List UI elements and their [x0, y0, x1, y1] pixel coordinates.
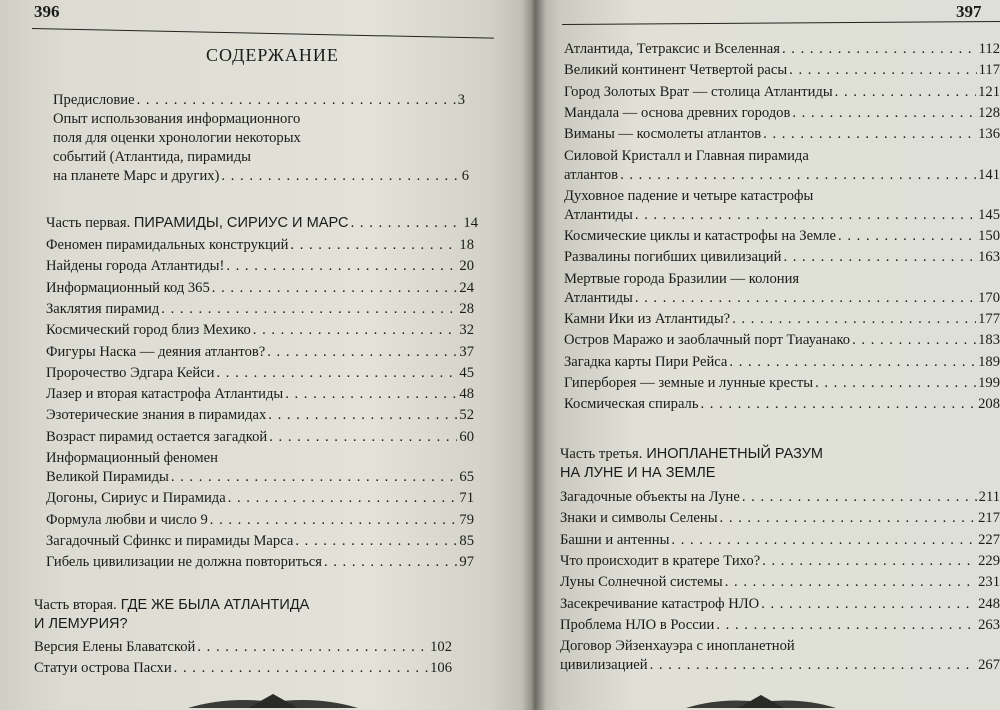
toc-entry: [564, 125, 1000, 144]
toc-entry-title: Великий континент Четвертой расы: [564, 62, 788, 79]
toc-page-number: 199: [978, 374, 1000, 391]
toc-entry: [564, 104, 1000, 123]
dot-leader: [226, 257, 457, 276]
toc-entry: [564, 374, 1000, 393]
dot-leader: [650, 656, 977, 675]
dot-leader: [720, 509, 977, 528]
dot-leader: [725, 573, 976, 592]
toc-entry: [564, 395, 1000, 414]
toc-page-number: 79: [459, 511, 474, 528]
toc-entry: [46, 257, 474, 276]
toc-entry-title: цивилизацией: [560, 657, 648, 674]
toc-page-number: 48: [459, 386, 474, 403]
part-one-heading: Часть первая. ПИРАМИДЫ, СИРИУС И МАРС . . . 14: [46, 214, 478, 233]
toc-entry-title: Формула любви и число 9: [46, 511, 208, 528]
toc-entry: [46, 279, 474, 298]
toc-page-number: 217: [978, 510, 1000, 527]
toc-page-number: 45: [459, 364, 474, 381]
dot-leader: [285, 385, 457, 404]
toc-page-number: 18: [459, 237, 474, 253]
dot-leader: [761, 595, 976, 614]
dot-leader: [171, 468, 458, 487]
toc-page-number: 28: [459, 300, 474, 317]
toc-entry-title: Загадка карты Пири Рейса: [564, 353, 728, 370]
toc-entry: [564, 331, 1000, 350]
toc-entry-title: Информационный код 365: [46, 279, 210, 296]
toc-entry: [560, 616, 1000, 635]
toc-entry: [46, 236, 474, 255]
toc-entry: [46, 532, 474, 551]
toc-page-number: 52: [459, 407, 474, 424]
right-page: [532, 0, 1000, 710]
toc-entry-title: Атлантида, Тетраксис и Вселенная: [564, 41, 780, 57]
toc-page-number: 211: [978, 489, 1000, 505]
toc-entry-title: Камни Ики из Атлантиды?: [564, 311, 731, 327]
toc-page-number: 231: [978, 574, 1000, 591]
toc-entry: [46, 321, 474, 340]
toc-entry: Опыт использования информационного поля для оценки хронологии некоторых событий (Атлантида, пирамиды на планете Марс и других) . . . 6: [53, 110, 469, 186]
toc-entry: [46, 511, 474, 530]
toc-page-number: 65: [459, 469, 474, 485]
toc-entry-title: Загадочный Сфинкс и пирамиды Марса: [46, 532, 294, 549]
dot-leader: [782, 40, 977, 59]
toc-page-number: 37: [459, 343, 474, 360]
dot-leader: [290, 236, 457, 255]
toc-page-number: 128: [978, 104, 1000, 121]
toc-page-number: 85: [459, 532, 474, 549]
toc-entry-title: Проблема НЛО в России: [560, 616, 715, 633]
toc-page-number: 102: [430, 639, 452, 655]
dot-leader: [732, 310, 976, 329]
dot-leader: [635, 289, 976, 308]
dot-leader: [789, 61, 976, 80]
toc-entry: [560, 595, 1000, 614]
dot-leader: [210, 511, 458, 530]
toc-entry-title: атлантов: [564, 166, 619, 183]
toc-entry: [560, 531, 1000, 550]
toc-entry-title: Знаки и символы Селены: [560, 510, 718, 527]
dot-leader: [852, 331, 976, 350]
contents-title: СОДЕРЖАНИЕ: [206, 45, 339, 65]
toc-page-number: 150: [978, 228, 1000, 245]
toc-entry-title: Пророчество Эдгара Кейси: [46, 364, 215, 381]
toc-entry: [46, 343, 474, 362]
toc-entry-title: Развалины погибших цивилизаций: [564, 249, 782, 266]
toc-entry-title: Что происходит в кратере Тихо?: [560, 552, 761, 569]
toc-page-number: 189: [978, 353, 1000, 370]
toc-entry: [46, 385, 474, 404]
toc-page-number: 97: [459, 554, 474, 571]
toc-entry: [560, 509, 1000, 528]
dot-leader: [835, 83, 976, 102]
toc-entry: Предисловие . . . 3: [53, 91, 465, 110]
toc-entry-title: Остров Маражо и заоблачный порт Тиауанако: [564, 332, 851, 349]
toc-entry: [564, 248, 1000, 267]
dot-leader: [635, 206, 976, 225]
toc-entry-title: Атлантиды: [564, 289, 633, 306]
toc-entry-title: Фигуры Наска — деяния атлантов?: [46, 343, 266, 360]
toc-entry-title: Мандала — основа древних городов: [564, 104, 791, 121]
toc-entry: [34, 659, 452, 678]
toc-entry: [560, 552, 1000, 571]
toc-entry: [46, 489, 474, 508]
toc-page-number: 208: [978, 396, 1000, 413]
toc-entry-title: Атлантиды: [564, 206, 633, 223]
toc-page-number: 248: [978, 595, 1000, 612]
toc-entry: [46, 300, 474, 319]
toc-entry: [564, 353, 1000, 372]
toc-entry: [564, 83, 1000, 102]
toc-page-number: 117: [978, 62, 1000, 79]
dot-leader: [253, 321, 458, 340]
toc-entry: [46, 553, 474, 572]
toc-entry: [564, 61, 1000, 80]
toc-entry-line: Информационный феномен: [46, 450, 218, 466]
toc-page-number: 263: [978, 616, 1000, 633]
toc-entry: [560, 637, 1000, 675]
dot-leader: [216, 364, 457, 383]
toc-entry-title: Башни и антенны: [560, 531, 670, 548]
dot-leader: [729, 353, 976, 372]
toc-page-number: 20: [459, 258, 474, 275]
toc-entry-title: Гиперборея — земные и лунные кресты: [564, 374, 814, 391]
page-number-left: 396: [34, 2, 60, 21]
toc-entry: [564, 227, 1000, 246]
dot-leader: [197, 638, 428, 657]
toc-entry: [564, 310, 1000, 329]
toc-entry-title: Город Золотых Врат — столица Атлантиды: [564, 83, 833, 100]
toc-entry-title: Космические циклы и катастрофы на Земле: [564, 228, 837, 245]
toc-page-number: 227: [978, 531, 1000, 548]
dot-leader: [762, 552, 976, 571]
toc-entry-title: Найдены города Атлантиды!: [46, 258, 225, 275]
toc-entry-title: Виманы — космолеты атлантов: [564, 126, 762, 143]
toc-entry-title: Феномен пирамидальных конструкций: [46, 237, 289, 253]
toc-page-number: 177: [978, 311, 1000, 327]
dot-leader: [701, 395, 977, 414]
dot-leader: [783, 248, 976, 267]
toc-entry: [46, 428, 474, 447]
toc-page-number: 229: [978, 552, 1000, 569]
toc-entry-title: Статуи острова Пасхи: [34, 660, 172, 677]
toc-page-number: 106: [430, 660, 452, 677]
toc-entry: [560, 488, 1000, 507]
toc-entry-title: Гибель цивилизации не должна повториться: [46, 554, 322, 571]
toc-page-number: 60: [459, 428, 474, 445]
dot-leader: [267, 343, 457, 362]
page-number-right: 397: [956, 2, 982, 21]
toc-page-number: 121: [978, 83, 1000, 100]
dot-leader: [295, 532, 457, 551]
toc-page-number: 183: [978, 332, 1000, 349]
dot-leader: [212, 279, 458, 298]
toc-page-number: 170: [978, 289, 1000, 306]
ornament-left: [188, 694, 358, 710]
toc-page-number: 112: [978, 41, 1000, 57]
dot-leader: [838, 227, 976, 246]
toc-entry: [560, 573, 1000, 592]
dot-leader: [815, 374, 976, 393]
dot-leader: [792, 104, 976, 123]
header-rule-right: [562, 21, 1000, 25]
toc-entry-title: Возраст пирамид остается загадкой: [46, 428, 268, 445]
toc-entry-title: Версия Елены Блаватской: [34, 639, 196, 655]
toc-entry: [46, 406, 474, 425]
dot-leader: [269, 428, 457, 447]
toc-entry-line: Договор Эйзенхауэра с инопланетной: [560, 638, 795, 655]
toc-entry-title: Лазер и вторая катастрофа Атлантиды: [46, 386, 284, 403]
toc-page-number: 163: [978, 249, 1000, 266]
dot-leader: [161, 300, 457, 319]
toc-entry-title: Заклятия пирамид: [46, 300, 160, 317]
toc-page-number: 141: [978, 166, 1000, 183]
toc-page-number: 145: [978, 206, 1000, 223]
toc-page-number: 267: [978, 657, 1000, 674]
dot-leader: [268, 406, 457, 425]
part-three-heading: Часть третья. ИНОПЛАНЕТНЫЙ РАЗУМ НА ЛУНЕ И НА ЗЕМЛЕ: [560, 446, 823, 481]
ornament-right: [686, 694, 836, 710]
toc-entry-title: Засекречивание катастроф НЛО: [560, 595, 760, 612]
toc-page-number: 136: [978, 126, 1000, 143]
book-gutter: [522, 0, 546, 710]
dot-leader: [620, 166, 976, 185]
toc-entry-title: Космическая спираль: [564, 396, 699, 413]
toc-entry-line: Духовное падение и четыре катастрофы: [564, 187, 814, 204]
toc-entry-line: Силовой Кристалл и Главная пирамида: [564, 147, 809, 164]
toc-entry: [564, 187, 1000, 225]
dot-leader: [324, 553, 457, 572]
toc-entry-title: Догоны, Сириус и Пирамида: [46, 490, 226, 507]
toc-page-number: 32: [459, 322, 474, 339]
toc-page-number: 24: [459, 279, 474, 296]
dot-leader: [228, 489, 458, 508]
toc-entry: [564, 147, 1000, 185]
toc-entry-title: Загадочные объекты на Луне: [560, 489, 740, 505]
toc-entry-title: Луны Солнечной системы: [560, 574, 723, 591]
toc-entry: [34, 638, 452, 657]
toc-page-number: 71: [459, 490, 474, 507]
toc-entry-title: Эзотерические знания в пирамидах: [46, 407, 267, 424]
toc-entry: [564, 40, 1000, 59]
dot-leader: [671, 531, 976, 550]
toc-entry: [46, 364, 474, 383]
toc-entry-title: Космический город близ Мехико: [46, 322, 251, 339]
toc-entry: [564, 270, 1000, 308]
dot-leader: [716, 616, 976, 635]
dot-leader: [742, 488, 977, 507]
part-two-heading: Часть вторая. ГДЕ ЖЕ БЫЛА АТЛАНТИДА И ЛЕМУРИЯ?: [34, 597, 310, 632]
toc-entry: [46, 449, 474, 487]
dot-leader: [763, 125, 976, 144]
toc-entry-title: Великой Пирамиды: [46, 469, 169, 485]
dot-leader: [174, 659, 428, 678]
header-rule-left: [32, 28, 494, 39]
toc-entry-line: Мертвые города Бразилии — колония: [564, 270, 800, 287]
